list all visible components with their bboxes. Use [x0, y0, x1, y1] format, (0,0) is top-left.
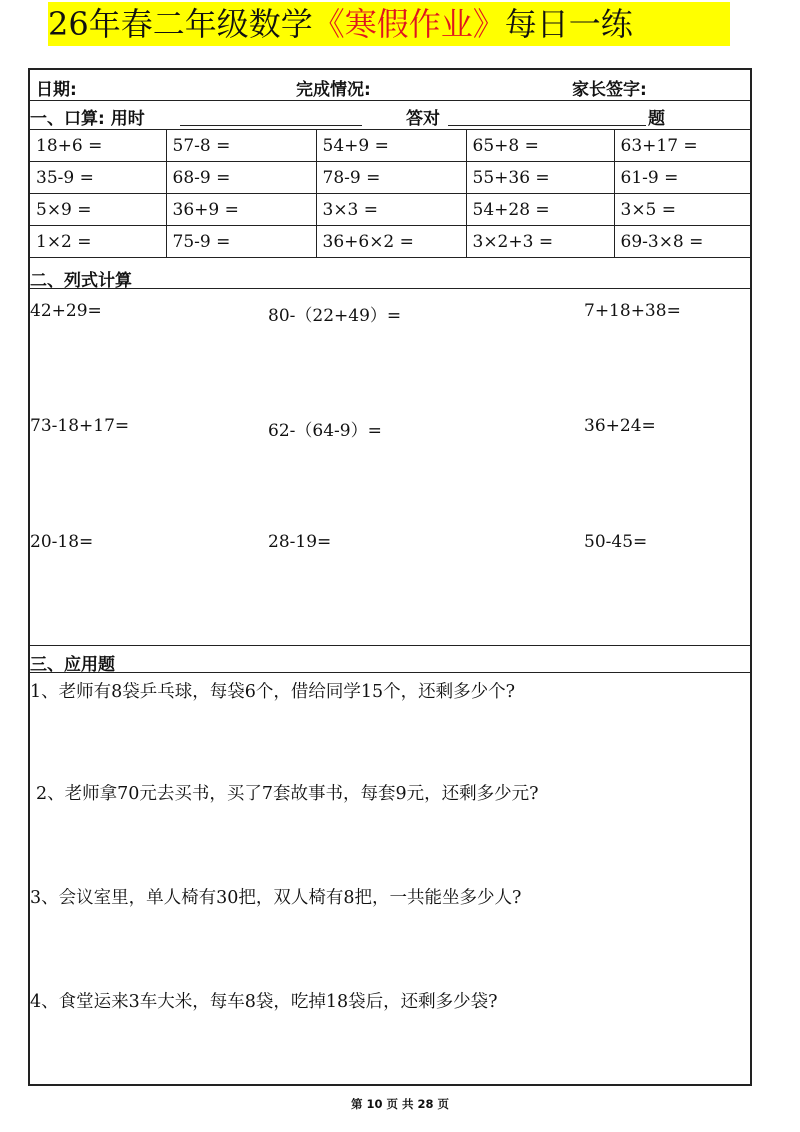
- calc-item: 62-（64-9）=: [268, 421, 382, 441]
- parent-signature-label: 家长签字:: [572, 80, 647, 100]
- oral-item: 36+6×2 =: [316, 226, 466, 258]
- questions-unit: 题: [648, 109, 665, 129]
- calc-item: 80-（22+49）=: [268, 306, 402, 326]
- status-label: 完成情况:: [296, 80, 371, 100]
- word-problems-title: 三、应用题: [30, 655, 115, 675]
- oral-section-title: 一、口算: 用时: [30, 109, 145, 129]
- oral-item: 75-9 =: [166, 226, 316, 258]
- calc-item: 20-18=: [30, 532, 94, 552]
- word-problem: 2、老师拿70元去买书，买了7套故事书，每套9元，还剩多少元?: [36, 784, 539, 804]
- word-problem: 4、食堂运来3车大米，每车8袋，吃掉18袋后，还剩多少袋?: [30, 992, 498, 1012]
- worksheet: [28, 68, 752, 1086]
- correct-label: 答对: [406, 109, 440, 129]
- word-problem: 3、会议室里，单人椅有30把，双人椅有8把，一共能坐多少人?: [30, 888, 522, 908]
- table-row: [30, 162, 750, 194]
- info-header: [30, 70, 750, 101]
- oral-item: 54+9 =: [316, 130, 466, 162]
- oral-item: 63+17 =: [614, 130, 750, 162]
- oral-item: 5×9 =: [30, 194, 166, 226]
- calc-item: 36+24=: [584, 416, 656, 436]
- date-label: 日期:: [36, 80, 77, 100]
- oral-section-header: [30, 101, 750, 130]
- oral-item: 54+28 =: [466, 194, 614, 226]
- oral-item: 18+6 =: [30, 130, 166, 162]
- title-prefix: 26年春二年级数学: [48, 5, 313, 43]
- table-row: [30, 226, 750, 258]
- oral-item: 3×2+3 =: [466, 226, 614, 258]
- oral-calc-table: [30, 130, 750, 258]
- calc-item: 42+29=: [30, 301, 102, 321]
- oral-item: 3×5 =: [614, 194, 750, 226]
- section-divider: [30, 672, 750, 673]
- oral-item: 1×2 =: [30, 226, 166, 258]
- oral-item: 68-9 =: [166, 162, 316, 194]
- worksheet-title: [48, 2, 730, 46]
- oral-item: 61-9 =: [614, 162, 750, 194]
- calc-item: 73-18+17=: [30, 416, 130, 436]
- page-number: 第 10 页 共 28 页: [350, 1097, 450, 1111]
- calc-item: 28-19=: [268, 532, 332, 552]
- table-row: [30, 194, 750, 226]
- oral-item: 35-9 =: [30, 162, 166, 194]
- written-calc-area: [30, 288, 750, 646]
- correct-blank: [448, 125, 646, 126]
- table-row: [30, 130, 750, 162]
- word-problem: 1、老师有8袋乒乓球，每袋6个，借给同学15个，还剩多少个?: [30, 682, 516, 702]
- calc-item: 50-45=: [584, 532, 648, 552]
- oral-item: 78-9 =: [316, 162, 466, 194]
- oral-item: 57-8 =: [166, 130, 316, 162]
- oral-item: 36+9 =: [166, 194, 316, 226]
- oral-item: 65+8 =: [466, 130, 614, 162]
- written-calc-title: 二、列式计算: [30, 271, 132, 291]
- title-highlight: 《寒假作业》: [312, 5, 505, 43]
- oral-item: 3×3 =: [316, 194, 466, 226]
- calc-item: 7+18+38=: [584, 301, 681, 321]
- time-blank: [180, 125, 362, 126]
- oral-item: 69-3×8 =: [614, 226, 750, 258]
- oral-item: 55+36 =: [466, 162, 614, 194]
- title-suffix: 每日一练: [504, 5, 633, 43]
